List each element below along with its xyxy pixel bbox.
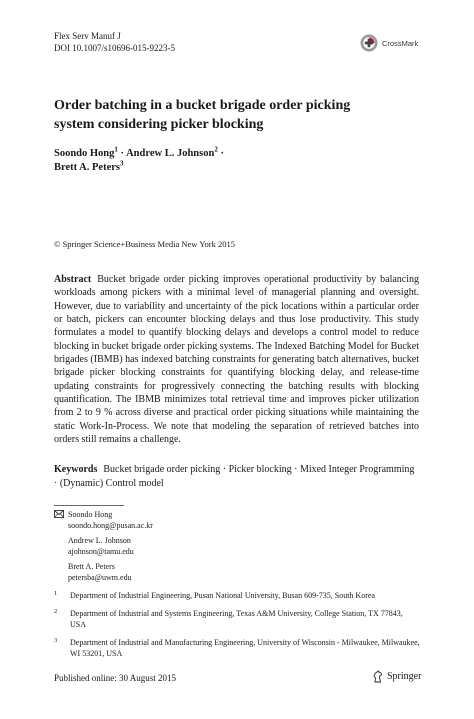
affiliation-number: 2 [54,608,58,615]
author-affiliation-mark: 1 [114,145,118,154]
author-name[interactable]: Andrew L. Johnson [126,148,215,159]
author-name[interactable]: Brett A. Peters [54,162,120,173]
springer-horse-icon [372,670,384,683]
contact-entry [68,509,288,531]
crossmark-label: CrossMark [382,38,419,48]
abstract-heading: Abstract [54,274,92,285]
contact-entry [68,535,288,557]
crossmark-icon [360,34,378,52]
contact-name: Soondo Hong [68,510,113,519]
author-separator: · [217,148,224,159]
author-affiliation-mark: 2 [214,145,218,154]
author-name[interactable]: Soondo Hong [54,148,115,159]
title-line-1: Order batching in a bucket brigade order picking [54,98,351,113]
contact-name: Brett A. Peters [68,562,115,571]
keywords-text: Bucket brigade order picking · Picker blocking · Mixed Integer Programming · (Dynamic) Control model [54,464,415,489]
contact-email[interactable]: ajohnson@tamu.edu [68,547,134,556]
doi: DOI 10.1007/s10696-015-9223-5 [54,43,175,53]
author-list [54,147,424,175]
abstract-text: Bucket brigade order picking improves operational productivity by balancing workloads among pickers with a minimal level of managerial planning and oversight. However, due to variability and uncertainty of the pick locations within a particular order or batch, pickers can encounter blocking delays and thus lose productivity. This study formulates a model to quantify blocking delays and develops a control model to reduce blocking in bucket brigade order picking systems. The Indexed Batching Model for Bucket brigades (IBMB) has indexed batching constraints for generating batch alternatives, bucket brigade picker blocking constraints for quantifying blocking delay, and release-time updating constraints for progressively connecting the batching results with blocking quantification. The IBMB minimizes total retrieval time and improves picker utilization from 2 to 9 % across diverse and practical order picking situations while maintaining the static Work-In-Process. We note that modeling the separation of retrieved batches into orders still remains a challenge. [54,274,419,446]
contact-email[interactable]: soondo.hong@pusan.ac.kr [68,521,153,530]
publication-date: Published online: 30 August 2015 [54,673,177,683]
affiliation-number: 1 [54,590,58,597]
keywords [54,463,419,490]
affiliation-text: Department of Industrial and Manufacturing Engineering, University of Wisconsin - Milwaukee, Milwaukee, WI 53201, USA [70,638,420,658]
title-line-2: system considering picker blocking [54,117,264,132]
journal-info [54,30,175,54]
publisher-name: Springer [387,671,422,682]
copyright-notice: © Springer Science+Business Media New York 2015 [54,239,235,249]
author-separator: · [117,148,127,159]
footnote-divider [54,505,124,506]
author-line-2 [54,161,424,175]
author-affiliation-mark: 3 [119,159,124,168]
affiliation-text: Department of Industrial Engineering, Pusan National University, Busan 609-735, South Korea [70,591,375,600]
envelope-icon [54,510,64,518]
keywords-heading: Keywords [54,464,98,475]
crossmark-badge[interactable] [360,34,418,52]
author-line-1 [54,147,424,161]
contact-name: Andrew L. Johnson [68,536,131,545]
contact-email[interactable]: petersba@uwm.edu [68,573,132,582]
affiliation-number: 3 [54,637,58,644]
contact-entry [68,561,288,583]
article-title [54,96,424,134]
journal-name: Flex Serv Manuf J [54,31,121,41]
affiliation-text: Department of Industrial and Systems Engineering, Texas A&M University, College Station, TX 77843, USA [70,609,403,629]
publisher-logo[interactable] [372,670,421,683]
abstract [54,273,419,446]
